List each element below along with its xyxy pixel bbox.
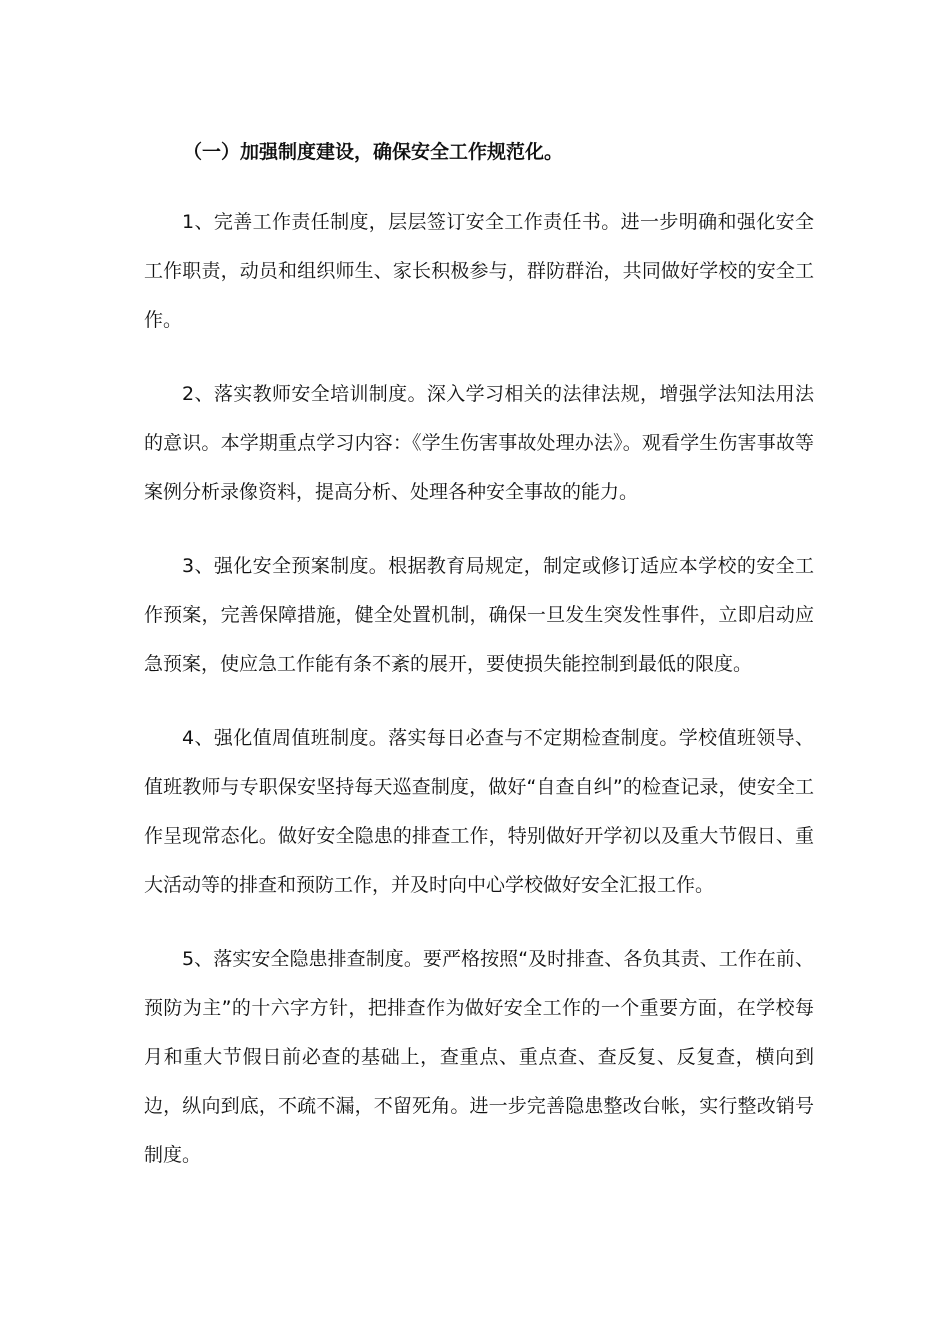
paragraph-1: 1、完善工作责任制度，层层签订安全工作责任书。进一步明确和强化安全工作职责，动员和组织师生、家长积极参与，群防群治，共同做好学校的安全工作。 xyxy=(144,211,814,331)
paragraph-3: 3、强化安全预案制度。根据教育局规定，制定或修订适应本学校的安全工作预案，完善保障措施，健全处置机制，确保一旦发生突发性事件，立即启动应急预案，使应急工作能有条不紊的展开，要使损失能控制到最低的限度。 xyxy=(144,555,814,675)
paragraph-5: 5、落实安全隐患排查制度。要严格按照“及时排查、各负其责、工作在前、预防为主”的十六字方针，把排查作为做好安全工作的一个重要方面，在学校每月和重大节假日前必查的基础上，查重点、重点查、查反复、反复查，横向到边，纵向到底，不疏不漏，不留死角。进一步完善隐患整改台帐，实行整改销号制度。 xyxy=(144,948,814,1166)
paragraph-4: 4、强化值周值班制度。落实每日必查与不定期检查制度。学校值班领导、值班教师与专职保安坚持每天巡查制度，做好“自查自纠”的检查记录，使安全工作呈现常态化。做好安全隐患的排查工作，特别做好开学初以及重大节假日、重大活动等的排查和预防工作，并及时向中心学校做好安全汇报工作。 xyxy=(144,727,814,896)
section-heading: （一）加强制度建设，确保安全工作规范化。 xyxy=(183,141,564,163)
paragraph-2: 2、落实教师安全培训制度。深入学习相关的法律法规，增强学法知法用法的意识。本学期重点学习内容：《学生伤害事故处理办法》。观看学生伤害事故等案例分析录像资料，提高分析、处理各种安全事故的能力。 xyxy=(144,383,814,503)
